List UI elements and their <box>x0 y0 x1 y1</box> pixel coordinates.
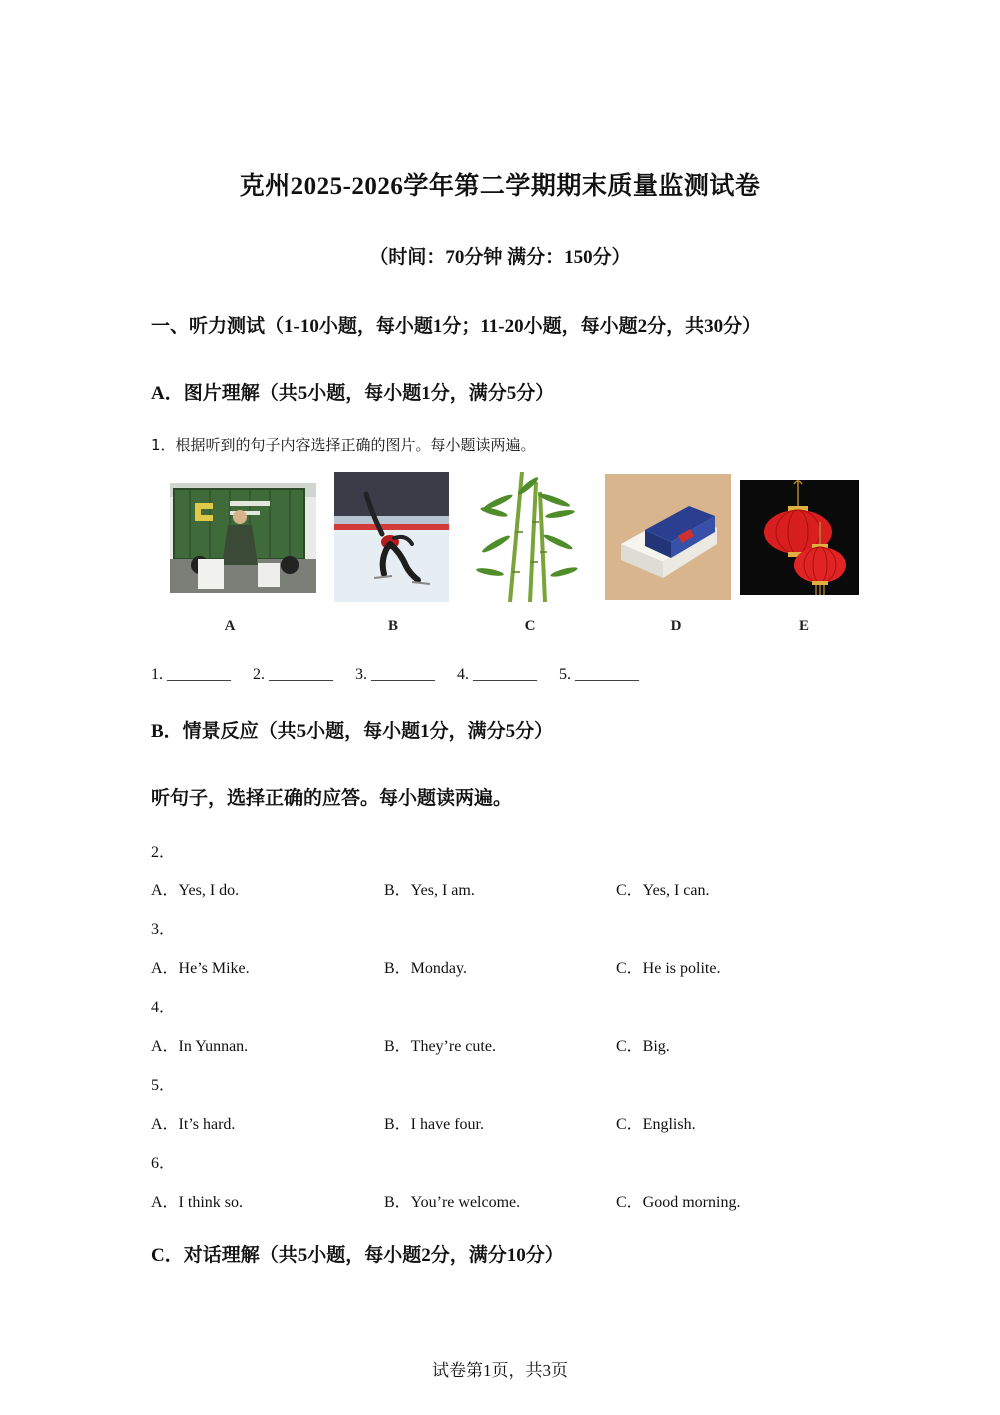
option-c[interactable]: C．English. <box>616 1116 696 1133</box>
option-a[interactable]: A．It’s hard. <box>151 1116 236 1133</box>
part-b-instruction: 听句子，选择正确的应答。每小题读两遍。 <box>151 788 513 809</box>
question-number: 3． <box>151 921 176 938</box>
picture-label-e: E <box>798 618 809 634</box>
question-number: 5． <box>151 1077 176 1094</box>
picture-label-b: B <box>387 618 398 634</box>
option-b[interactable]: B．They’re cute. <box>384 1038 496 1055</box>
question-number: 6． <box>151 1155 176 1172</box>
option-a[interactable]: A．He’s Mike. <box>151 960 250 977</box>
option-b[interactable]: B．Yes, I am. <box>384 882 475 899</box>
section-heading-listening: 一、听力测试（1-10小题，每小题1分；11-20小题，每小题2分，共30分） <box>151 316 762 337</box>
eraser-photo <box>605 474 731 600</box>
answer-blank-4[interactable]: 4. ________ <box>457 666 537 683</box>
picture-label-a: A <box>224 618 236 634</box>
picture-label-c: C <box>524 618 536 634</box>
part-c-heading: C．对话理解（共5小题，每小题2分，满分10分） <box>151 1245 564 1266</box>
part-a-heading: A．图片理解（共5小题，每小题1分，满分5分） <box>151 383 555 404</box>
part-b-heading: B．情景反应（共5小题，每小题1分，满分5分） <box>151 721 554 742</box>
question-number: 4． <box>151 999 176 1016</box>
option-c[interactable]: C．Big. <box>616 1038 670 1055</box>
answer-blank-2[interactable]: 2. ________ <box>253 666 333 683</box>
answer-blank-5[interactable]: 5. ________ <box>559 666 639 683</box>
answer-blank-3[interactable]: 3. ________ <box>355 666 435 683</box>
option-b[interactable]: B．Monday. <box>384 960 467 977</box>
option-b[interactable]: B．You’re welcome. <box>384 1194 521 1211</box>
question-number: 2． <box>151 844 176 861</box>
speed-skater-photo <box>334 472 449 602</box>
option-c[interactable]: C．Yes, I can. <box>616 882 710 899</box>
option-c[interactable]: C．He is polite. <box>616 960 721 977</box>
option-c[interactable]: C．Good morning. <box>616 1194 741 1211</box>
part-a-instruction: 1．根据听到的句子内容选择正确的图片。每小题读两遍。 <box>151 436 536 454</box>
answer-blanks <box>151 666 657 684</box>
option-a[interactable]: A．Yes, I do. <box>151 882 240 899</box>
option-b[interactable]: B．I have four. <box>384 1116 484 1133</box>
page-title: 克州2025-2026学年第二学期期末质量监测试卷 <box>239 173 761 200</box>
exam-info: （时间：70分钟 满分：150分） <box>369 247 631 268</box>
answer-blank-1[interactable]: 1. ________ <box>151 666 231 683</box>
red-lanterns-photo <box>740 480 859 595</box>
option-a[interactable]: A．I think so. <box>151 1194 244 1211</box>
option-a[interactable]: A．In Yunnan. <box>151 1038 249 1055</box>
post-truck-photo <box>170 483 316 593</box>
picture-label-d: D <box>670 618 682 634</box>
bamboo-photo <box>470 472 580 602</box>
page-footer: 试卷第1页，共3页 <box>432 1361 568 1380</box>
